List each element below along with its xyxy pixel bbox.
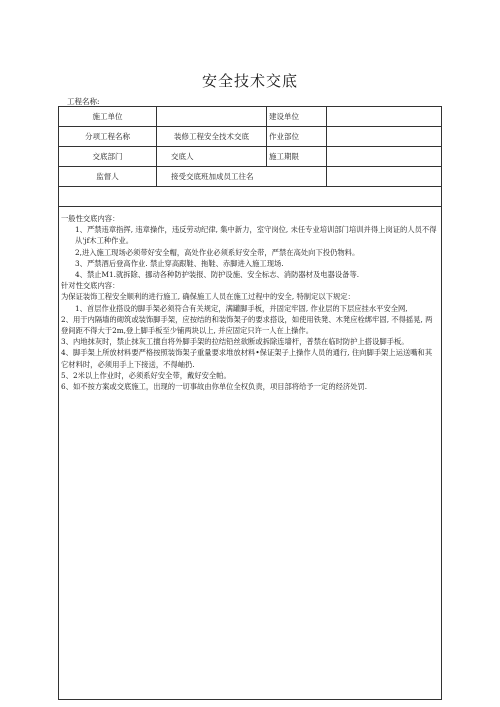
specific-item-6: 6、如不按方案或交底施工，出现的一切事故由你单位全权负责，项目部将给予一定的经济处罚. (61, 382, 368, 392)
construction-unit-value[interactable] (157, 107, 267, 127)
discloser-label: 交底人 (157, 147, 267, 167)
general-item-2: 2,进入施工现场必须带好安全帽，高处作业必须系好安全带，严禁在高处向下投仍物料。 (75, 247, 360, 257)
general-item-4: 4、禁止M1.就拆除、挪动各种防护装报、防护设施、安全标志、消防器材及电器设备等. (75, 270, 360, 280)
form-row-supervisor (59, 167, 442, 187)
general-item-3: 3、严禁酒后登高作业. 禁止穿高跟鞋、拖鞋、赤脚进入施工现场. (75, 258, 284, 268)
subproject-name-value[interactable]: 装修工程安全技术交底 (157, 127, 267, 147)
specific-item-4: 4、脚手架上所放材料要严格按照装饰架子重量要求堆放材料•保证架子上操作人员的通行, 住向脚手架上运送嘴和其它材料时，必须用手上下接送，不得岫扔. (61, 348, 433, 369)
disclosure-department-label: 交底部门 (59, 147, 157, 167)
general-heading: 一般性交底内容： (61, 214, 120, 223)
disclosure-form-table (58, 106, 442, 700)
form-row-blank (59, 187, 442, 207)
construction-period-value[interactable] (327, 147, 442, 167)
document-title: 安全技术交底 (201, 72, 298, 90)
form-row-department (59, 147, 442, 167)
project-name-label: 工程名称: (67, 97, 100, 106)
form-row-subproject (59, 127, 442, 147)
construction-unit-label: 施工单位 (59, 107, 157, 127)
specific-item-2: 2、用于内隔墙的砌筑或装饰脚手架，应按结的和装饰架子的要求搭设，如使用铁凳、木凳应栓绑牢固, 不得摇晃, 两登间距不得大于2m,登上脚手板至少铺两块以上, 并应固定只许一人在上操作。 (61, 314, 433, 336)
specific-heading: 针对性交底内容： (61, 281, 120, 291)
specific-item-1: 1、首层作业搭设的脚手架必须符合有关规定，满罐脚手板，并固定牢固, 作业层的下层应挂水平安全网, (75, 303, 408, 313)
subproject-name-label: 分项工程名称 (59, 127, 157, 147)
supervisor-label: 监督人 (59, 167, 157, 187)
work-area-label: 作业部位 (267, 127, 327, 147)
general-item-1: 1、严禁违章指挥, 违章操作，违反劳动纪律, 集中新力，室守岗位, 未任专业培训部门培训并得上岗证的人员不得从'jf木工种作业。 (75, 225, 437, 246)
specific-item-3: 3、内地抹灰时，禁止抹灰工擅自将外脚手架的拉结铅丝欲断或拆除连墙杆，普禁在临时防护上搭设脚手板。 (61, 337, 409, 347)
disclosure-content (59, 207, 442, 700)
form-row-content (59, 207, 442, 700)
build-unit-value[interactable] (327, 107, 442, 127)
blank-cell (59, 187, 442, 207)
construction-period-label: 施工期限 (267, 147, 327, 167)
form-row-construction-unit (59, 107, 442, 127)
specific-item-5: 5、2米以上作业时，必须系好安全带，戴好安全帕。 (61, 370, 231, 380)
specific-intro: 为保证装饰工程安全顺利的进行施工, 确保施工人员在施工过程中的安全, 特制定以下规定： (61, 292, 355, 302)
build-unit-label: 建设单位 (267, 107, 327, 127)
receiving-team-value[interactable] (327, 167, 442, 187)
work-area-value[interactable] (327, 127, 442, 147)
receiving-team-label: 接受交底班加成员工往名 (157, 167, 327, 187)
